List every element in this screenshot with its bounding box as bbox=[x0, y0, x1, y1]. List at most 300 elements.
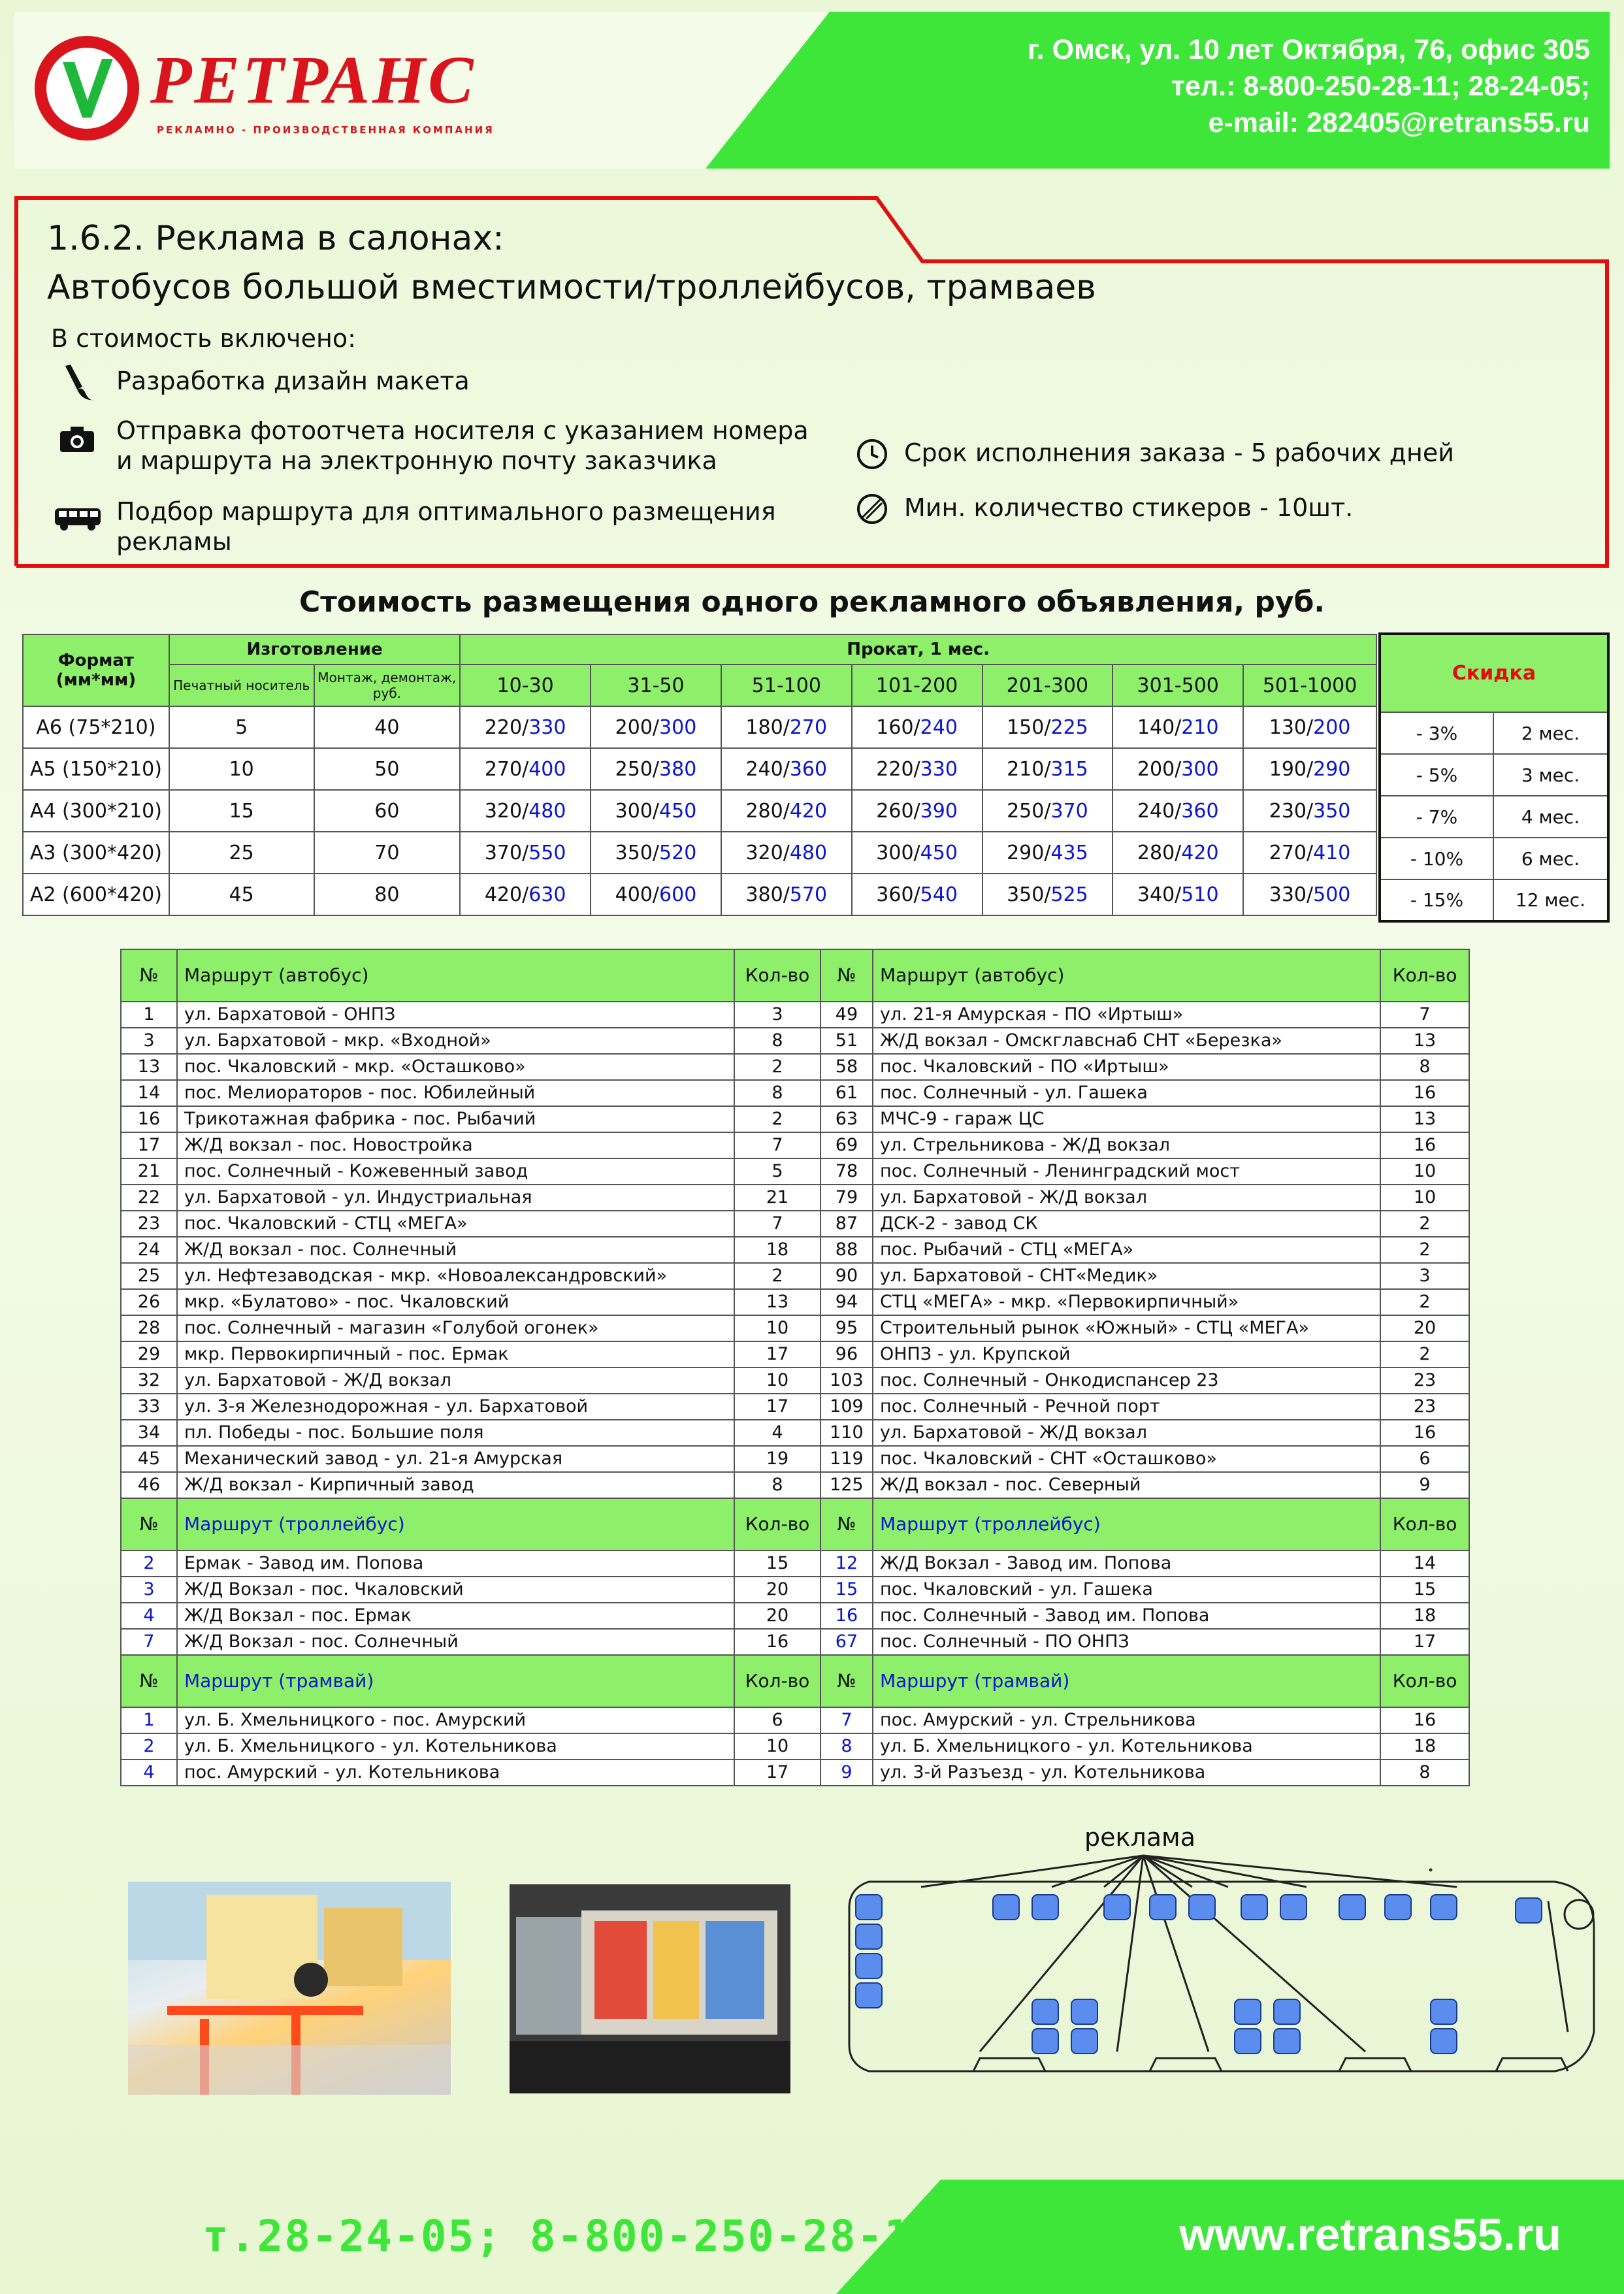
seat-icon bbox=[856, 1983, 882, 2008]
route-row bbox=[121, 1263, 1469, 1289]
rent-price: 320/480 bbox=[460, 790, 591, 832]
rent-price-base: 370 bbox=[484, 841, 523, 864]
format-cell: А3 (300*420) bbox=[23, 832, 169, 874]
route-name: пос. Чкаловский - ПО «Иртыш» bbox=[873, 1054, 1380, 1080]
rent-price-base: 360 bbox=[876, 883, 914, 906]
seat-icon bbox=[1516, 1898, 1542, 1923]
route-name: пос. Чкаловский - СТЦ «МЕГА» bbox=[177, 1211, 734, 1237]
rent-price: 340/510 bbox=[1112, 874, 1243, 915]
rent-price-vat: 290 bbox=[1313, 757, 1351, 781]
rent-price: 290/435 bbox=[983, 832, 1113, 874]
included-label: В стоимость включено: bbox=[51, 324, 356, 353]
route-qty: 8 bbox=[1380, 1760, 1469, 1786]
route-number: 94 bbox=[820, 1289, 873, 1315]
route-qty: 17 bbox=[1380, 1629, 1469, 1655]
header-make: Изготовление bbox=[169, 634, 460, 664]
rent-price: 220/330 bbox=[460, 706, 591, 748]
route-qty: 18 bbox=[1380, 1733, 1469, 1760]
mount-price: 60 bbox=[314, 790, 461, 832]
included-route-line2: рекламы bbox=[116, 527, 232, 556]
route-row bbox=[121, 1629, 1469, 1655]
route-row bbox=[121, 1080, 1469, 1106]
route-row bbox=[121, 1550, 1469, 1577]
route-qty: 9 bbox=[1380, 1472, 1469, 1498]
route-number: 58 bbox=[820, 1054, 873, 1080]
discount-period: 4 мес. bbox=[1493, 796, 1608, 838]
rent-price-base: 180 bbox=[745, 715, 783, 739]
route-name: ул. Б. Хмельницкого - ул. Котельникова bbox=[873, 1733, 1380, 1760]
route-row bbox=[121, 1446, 1469, 1472]
print-price: 5 bbox=[169, 706, 314, 748]
rent-price-vat: 480 bbox=[528, 799, 566, 823]
route-number: 32 bbox=[121, 1368, 177, 1394]
route-qty: 15 bbox=[734, 1550, 820, 1577]
rent-price-vat: 300 bbox=[659, 715, 697, 739]
route-qty: 2 bbox=[1380, 1341, 1469, 1368]
min-stickers-text: Мин. количество стикеров - 10шт. bbox=[904, 493, 1354, 522]
route-row bbox=[121, 1289, 1469, 1315]
mount-price: 70 bbox=[314, 832, 461, 874]
route-name: Строительный рынок «Южный» - СТЦ «МЕГА» bbox=[873, 1315, 1380, 1341]
mount-price: 40 bbox=[314, 706, 461, 748]
rent-price-vat: 410 bbox=[1313, 841, 1351, 864]
seat-icon bbox=[1385, 1895, 1411, 1920]
discount-row bbox=[1380, 838, 1608, 879]
header-route: Маршрут (автобус) bbox=[177, 949, 734, 1002]
rent-price-vat: 450 bbox=[920, 841, 958, 864]
rent-price: 420/630 bbox=[460, 874, 591, 915]
route-qty: 23 bbox=[1380, 1394, 1469, 1420]
seat-icon bbox=[1235, 1999, 1261, 2024]
discount-percent: - 10% bbox=[1380, 838, 1493, 879]
route-row bbox=[121, 1106, 1469, 1132]
route-number: 3 bbox=[121, 1028, 177, 1054]
rent-price-base: 230 bbox=[1269, 799, 1307, 823]
rent-price-vat: 525 bbox=[1050, 883, 1088, 906]
rent-price-base: 300 bbox=[876, 841, 914, 864]
rent-price: 300/450 bbox=[591, 790, 721, 832]
header-no: № bbox=[121, 1498, 177, 1550]
route-name: Ермак - Завод им. Попова bbox=[177, 1550, 734, 1577]
seat-icon bbox=[1280, 1895, 1307, 1920]
route-number: 23 bbox=[121, 1211, 177, 1237]
seat-icon bbox=[1032, 1895, 1058, 1920]
rent-price: 180/270 bbox=[721, 706, 852, 748]
route-qty: 2 bbox=[734, 1263, 820, 1289]
route-name: мкр. «Булатово» - пос. Чкаловский bbox=[177, 1289, 734, 1315]
route-number: 49 bbox=[820, 1002, 873, 1028]
route-row bbox=[121, 1472, 1469, 1498]
rent-price: 140/210 bbox=[1112, 706, 1243, 748]
rent-price-base: 240 bbox=[745, 757, 783, 781]
route-number: 87 bbox=[820, 1211, 873, 1237]
rent-price-vat: 550 bbox=[528, 841, 566, 864]
route-number: 96 bbox=[820, 1341, 873, 1368]
price-row bbox=[23, 790, 1376, 832]
footer-phones: т.28-24-05; 8-800-250-28-11 bbox=[203, 2211, 939, 2261]
rent-price-vat: 390 bbox=[920, 799, 958, 823]
rent-price-base: 260 bbox=[876, 799, 914, 823]
rent-price-vat: 600 bbox=[659, 883, 697, 906]
address: г. Омск, ул. 10 лет Октября, 76, офис 305 bbox=[1028, 34, 1590, 65]
rent-price: 360/540 bbox=[852, 874, 983, 915]
header-no: № bbox=[820, 949, 873, 1002]
rent-price-vat: 380 bbox=[659, 757, 697, 781]
price-row bbox=[23, 706, 1376, 748]
route-qty: 3 bbox=[734, 1002, 820, 1028]
route-qty: 4 bbox=[734, 1420, 820, 1446]
route-number: 9 bbox=[820, 1760, 873, 1786]
rent-price-vat: 330 bbox=[528, 715, 566, 739]
header-no: № bbox=[820, 1498, 873, 1550]
seat-icon bbox=[1431, 1895, 1457, 1920]
rent-price-vat: 510 bbox=[1181, 883, 1219, 906]
scheme-label: реклама bbox=[1084, 1823, 1195, 1852]
route-qty: 16 bbox=[1380, 1080, 1469, 1106]
range-header: 10-30 bbox=[460, 664, 591, 706]
format-cell: А2 (600*420) bbox=[23, 874, 169, 915]
header-route: Маршрут (троллейбус) bbox=[177, 1498, 734, 1550]
route-row bbox=[121, 1132, 1469, 1158]
price-row bbox=[23, 748, 1376, 790]
print-price: 25 bbox=[169, 832, 314, 874]
rent-price-vat: 520 bbox=[659, 841, 697, 864]
route-number: 17 bbox=[121, 1132, 177, 1158]
rent-price-base: 160 bbox=[876, 715, 914, 739]
route-qty: 19 bbox=[734, 1446, 820, 1472]
route-qty: 5 bbox=[734, 1158, 820, 1185]
route-row bbox=[121, 1054, 1469, 1080]
rent-price-base: 200 bbox=[615, 715, 653, 739]
rent-price: 220/330 bbox=[852, 748, 983, 790]
route-number: 119 bbox=[820, 1446, 873, 1472]
discount-table bbox=[1378, 632, 1610, 923]
rent-price-vat: 420 bbox=[789, 799, 828, 823]
route-qty: 16 bbox=[1380, 1132, 1469, 1158]
route-row bbox=[121, 1158, 1469, 1185]
discount-header: Скидка bbox=[1380, 634, 1608, 712]
route-name: пос. Чкаловский - СНТ «Осташково» bbox=[873, 1446, 1380, 1472]
seat-icon bbox=[1274, 1999, 1300, 2024]
included-photo-line1: Отправка фотоотчета носителя с указанием номера bbox=[116, 416, 809, 445]
rent-price-base: 400 bbox=[615, 883, 653, 906]
route-name: пос. Чкаловский - мкр. «Осташково» bbox=[177, 1054, 734, 1080]
route-qty: 8 bbox=[734, 1028, 820, 1054]
route-name: мкр. Первокирпичный - пос. Ермак bbox=[177, 1341, 734, 1368]
route-qty: 15 bbox=[1380, 1577, 1469, 1603]
camera-icon bbox=[59, 425, 95, 453]
rent-price: 230/350 bbox=[1243, 790, 1376, 832]
header-qty: Кол-во bbox=[734, 1655, 820, 1707]
rent-price: 250/380 bbox=[591, 748, 721, 790]
seat-icon bbox=[1104, 1895, 1130, 1920]
route-qty: 20 bbox=[1380, 1315, 1469, 1341]
range-header: 501-1000 bbox=[1243, 664, 1376, 706]
range-header: 201-300 bbox=[983, 664, 1113, 706]
rent-price-base: 280 bbox=[1137, 841, 1175, 864]
seat-icon bbox=[993, 1895, 1019, 1920]
rent-price-base: 150 bbox=[1007, 715, 1045, 739]
route-name: пос. Амурский - ул. Стрельникова bbox=[873, 1707, 1380, 1733]
route-qty: 7 bbox=[734, 1211, 820, 1237]
route-name: ул. Бархатовой - мкр. «Входной» bbox=[177, 1028, 734, 1054]
route-number: 7 bbox=[820, 1707, 873, 1733]
route-name: ул. 21-я Амурская - ПО «Иртыш» bbox=[873, 1002, 1380, 1028]
range-header: 51-100 bbox=[721, 664, 852, 706]
rent-price: 350/525 bbox=[983, 874, 1113, 915]
sticker-icon bbox=[856, 493, 888, 525]
route-name: Ж/Д вокзал - пос. Солнечный bbox=[177, 1237, 734, 1263]
route-name: ул. Бархатовой - Ж/Д вокзал bbox=[873, 1185, 1380, 1211]
route-qty: 16 bbox=[1380, 1420, 1469, 1446]
route-name: ул. 3-й Разъезд - ул. Котельникова bbox=[873, 1760, 1380, 1786]
header-qty: Кол-во bbox=[1380, 1498, 1469, 1550]
header-print: Печатный носитель bbox=[169, 664, 314, 706]
rent-price: 270/410 bbox=[1243, 832, 1376, 874]
header-route: Маршрут (трамвай) bbox=[873, 1655, 1380, 1707]
discount-row bbox=[1380, 879, 1608, 921]
route-row bbox=[121, 1394, 1469, 1420]
route-number: 2 bbox=[121, 1733, 177, 1760]
route-number: 12 bbox=[820, 1550, 873, 1577]
route-name: пос. Чкаловский - ул. Гашека bbox=[873, 1577, 1380, 1603]
discount-row bbox=[1380, 712, 1608, 754]
header-mount: Монтаж, демонтаж, руб. bbox=[314, 664, 461, 706]
rent-price: 200/300 bbox=[591, 706, 721, 748]
route-number: 88 bbox=[820, 1237, 873, 1263]
route-qty: 16 bbox=[734, 1629, 820, 1655]
rent-price: 250/370 bbox=[983, 790, 1113, 832]
route-name: пос. Солнечный - ул. Гашека bbox=[873, 1080, 1380, 1106]
rent-price: 320/480 bbox=[721, 832, 852, 874]
route-number: 45 bbox=[121, 1446, 177, 1472]
route-name: Ж/Д вокзал - пос. Новостройка bbox=[177, 1132, 734, 1158]
rent-price-base: 220 bbox=[484, 715, 523, 739]
route-qty: 2 bbox=[1380, 1289, 1469, 1315]
rent-price-base: 190 bbox=[1269, 757, 1307, 781]
rent-price-base: 300 bbox=[615, 799, 653, 823]
header-qty: Кол-во bbox=[1380, 1655, 1469, 1707]
rent-price-base: 290 bbox=[1007, 841, 1045, 864]
route-qty: 10 bbox=[1380, 1158, 1469, 1185]
route-number: 21 bbox=[121, 1158, 177, 1185]
route-qty: 21 bbox=[734, 1185, 820, 1211]
route-qty: 20 bbox=[734, 1577, 820, 1603]
print-price: 15 bbox=[169, 790, 314, 832]
route-qty: 10 bbox=[1380, 1185, 1469, 1211]
discount-period: 6 мес. bbox=[1493, 838, 1608, 879]
rent-price-vat: 450 bbox=[659, 799, 697, 823]
route-qty: 8 bbox=[1380, 1054, 1469, 1080]
rent-price: 240/360 bbox=[721, 748, 852, 790]
route-qty: 17 bbox=[734, 1341, 820, 1368]
rent-price: 150/225 bbox=[983, 706, 1113, 748]
route-number: 16 bbox=[820, 1603, 873, 1629]
route-name: Ж/Д Вокзал - Завод им. Попова bbox=[873, 1550, 1380, 1577]
header-qty: Кол-во bbox=[734, 949, 820, 1002]
route-number: 3 bbox=[121, 1577, 177, 1603]
route-qty: 2 bbox=[1380, 1211, 1469, 1237]
route-row bbox=[121, 1185, 1469, 1211]
range-header: 101-200 bbox=[852, 664, 983, 706]
discount-percent: - 5% bbox=[1380, 754, 1493, 796]
brush-icon bbox=[63, 365, 95, 401]
rent-price: 280/420 bbox=[721, 790, 852, 832]
seat-icon bbox=[856, 1954, 882, 1978]
seat-icon bbox=[1274, 2029, 1300, 2054]
route-name: пос. Солнечный - магазин «Голубой огонек» bbox=[177, 1315, 734, 1341]
rent-price: 260/390 bbox=[852, 790, 983, 832]
route-name: Ж/Д вокзал - Омскглавснаб СНТ «Березка» bbox=[873, 1028, 1380, 1054]
rent-price: 380/570 bbox=[721, 874, 852, 915]
rent-price-vat: 360 bbox=[789, 757, 828, 781]
route-qty: 13 bbox=[734, 1289, 820, 1315]
route-name: МЧС-9 - гараж ЦС bbox=[873, 1106, 1380, 1132]
email-link[interactable]: e-mail: 282405@retrans55.ru bbox=[1208, 107, 1590, 139]
discount-period: 3 мес. bbox=[1493, 754, 1608, 796]
route-name: пос. Солнечный - ПО ОНПЗ bbox=[873, 1629, 1380, 1655]
route-qty: 16 bbox=[1380, 1707, 1469, 1733]
route-qty: 10 bbox=[734, 1733, 820, 1760]
route-name: пос. Солнечный - Речной порт bbox=[873, 1394, 1380, 1420]
route-qty: 18 bbox=[1380, 1603, 1469, 1629]
seat-icon bbox=[1071, 2029, 1097, 2054]
logo-text: РЕТРАНС bbox=[150, 42, 476, 118]
rent-price-base: 330 bbox=[1269, 883, 1307, 906]
rent-price-base: 240 bbox=[1137, 799, 1175, 823]
rent-price-base: 140 bbox=[1137, 715, 1175, 739]
route-row bbox=[121, 1707, 1469, 1733]
route-qty: 8 bbox=[734, 1472, 820, 1498]
route-name: пос. Солнечный - Завод им. Попова bbox=[873, 1603, 1380, 1629]
rent-price: 300/450 bbox=[852, 832, 983, 874]
routes-table bbox=[120, 949, 1470, 1786]
route-row bbox=[121, 1028, 1469, 1054]
route-number: 51 bbox=[820, 1028, 873, 1054]
discount-row bbox=[1380, 754, 1608, 796]
rent-price-base: 270 bbox=[1269, 841, 1307, 864]
route-qty: 23 bbox=[1380, 1368, 1469, 1394]
bus-interior-photo bbox=[128, 1882, 451, 2095]
rent-price-vat: 240 bbox=[920, 715, 958, 739]
rent-price-base: 200 bbox=[1137, 757, 1175, 781]
route-qty: 17 bbox=[734, 1394, 820, 1420]
rent-price: 350/520 bbox=[591, 832, 721, 874]
seat-icon bbox=[1431, 1999, 1457, 2024]
header-format: Формат (мм*мм) bbox=[23, 634, 169, 706]
seat-icon bbox=[1032, 1999, 1058, 2024]
tram-interior-photo bbox=[510, 1884, 790, 2093]
route-number: 4 bbox=[121, 1603, 177, 1629]
route-row bbox=[121, 1603, 1469, 1629]
discount-percent: - 3% bbox=[1380, 712, 1493, 754]
route-name: Механический завод - ул. 21-я Амурская bbox=[177, 1446, 734, 1472]
price-row bbox=[23, 832, 1376, 874]
included-route-line1: Подбор маршрута для оптимального размещения bbox=[116, 497, 776, 526]
bus-icon bbox=[54, 506, 102, 532]
route-name: ул. Стрельникова - Ж/Д вокзал bbox=[873, 1132, 1380, 1158]
discount-period: 2 мес. bbox=[1493, 712, 1608, 754]
rent-price-base: 250 bbox=[615, 757, 653, 781]
seat-icon bbox=[1241, 1895, 1267, 1920]
rent-price-vat: 330 bbox=[920, 757, 958, 781]
route-number: 13 bbox=[121, 1054, 177, 1080]
rent-price-vat: 540 bbox=[920, 883, 958, 906]
route-number: 109 bbox=[820, 1394, 873, 1420]
route-name: СТЦ «МЕГА» - мкр. «Первокирпичный» bbox=[873, 1289, 1380, 1315]
rent-price-vat: 270 bbox=[789, 715, 828, 739]
route-row bbox=[121, 1002, 1469, 1028]
route-name: Ж/Д Вокзал - пос. Солнечный bbox=[177, 1629, 734, 1655]
route-qty: 18 bbox=[734, 1237, 820, 1263]
route-number: 78 bbox=[820, 1158, 873, 1185]
route-number: 2 bbox=[121, 1550, 177, 1577]
route-row bbox=[121, 1237, 1469, 1263]
route-number: 95 bbox=[820, 1315, 873, 1341]
route-name: пос. Солнечный - Ленинградский мост bbox=[873, 1158, 1380, 1185]
range-header: 31-50 bbox=[591, 664, 721, 706]
rent-price-vat: 200 bbox=[1313, 715, 1351, 739]
route-name: ул. Бархатовой - ОНПЗ bbox=[177, 1002, 734, 1028]
rent-price: 270/400 bbox=[460, 748, 591, 790]
header-qty: Кол-во bbox=[1380, 949, 1469, 1002]
route-number: 15 bbox=[820, 1577, 873, 1603]
rent-price-base: 380 bbox=[745, 883, 783, 906]
route-number: 29 bbox=[121, 1341, 177, 1368]
route-qty: 17 bbox=[734, 1760, 820, 1786]
route-number: 22 bbox=[121, 1185, 177, 1211]
route-name: ул. Б. Хмельницкого - ул. Котельникова bbox=[177, 1733, 734, 1760]
route-name: ДСК-2 - завод СК bbox=[873, 1211, 1380, 1237]
section-subtitle: Автобусов большой вместимости/троллейбусов, трамваев bbox=[47, 268, 1096, 307]
print-price: 45 bbox=[169, 874, 314, 915]
rent-price-vat: 435 bbox=[1050, 841, 1088, 864]
rent-price-vat: 630 bbox=[528, 883, 566, 906]
route-number: 63 bbox=[820, 1106, 873, 1132]
route-name: пл. Победы - пос. Большие поля bbox=[177, 1420, 734, 1446]
rent-price-base: 220 bbox=[876, 757, 914, 781]
header-rent: Прокат, 1 мес. bbox=[460, 634, 1376, 664]
rent-price-vat: 210 bbox=[1181, 715, 1219, 739]
route-name: ул. Бархатовой - Ж/Д вокзал bbox=[873, 1420, 1380, 1446]
route-qty: 13 bbox=[1380, 1106, 1469, 1132]
route-name: Ж/Д вокзал - пос. Северный bbox=[873, 1472, 1380, 1498]
mount-price: 50 bbox=[314, 748, 461, 790]
route-name: ул. Бархатовой - СНТ«Медик» bbox=[873, 1263, 1380, 1289]
route-qty: 7 bbox=[1380, 1002, 1469, 1028]
header-no: № bbox=[121, 949, 177, 1002]
section-title: 1.6.2. Реклама в салонах: bbox=[47, 219, 504, 258]
route-row bbox=[121, 1733, 1469, 1760]
website-link[interactable]: www.retrans55.ru bbox=[1179, 2209, 1561, 2260]
route-number: 7 bbox=[121, 1629, 177, 1655]
route-number: 28 bbox=[121, 1315, 177, 1341]
route-name: ул. Бархатовой - ул. Индустриальная bbox=[177, 1185, 734, 1211]
rent-price-vat: 225 bbox=[1050, 715, 1088, 739]
route-number: 79 bbox=[820, 1185, 873, 1211]
route-name: пос. Солнечный - Кожевенный завод bbox=[177, 1158, 734, 1185]
route-number: 16 bbox=[121, 1106, 177, 1132]
rent-price-base: 210 bbox=[1007, 757, 1045, 781]
mount-price: 80 bbox=[314, 874, 461, 915]
seat-icon bbox=[1235, 2029, 1261, 2054]
route-row bbox=[121, 1577, 1469, 1603]
route-name: ул. Бархатовой - Ж/Д вокзал bbox=[177, 1368, 734, 1394]
phones: тел.: 8-800-250-28-11; 28-24-05; bbox=[1171, 71, 1590, 102]
route-row bbox=[121, 1420, 1469, 1446]
route-number: 61 bbox=[820, 1080, 873, 1106]
header-no: № bbox=[820, 1655, 873, 1707]
